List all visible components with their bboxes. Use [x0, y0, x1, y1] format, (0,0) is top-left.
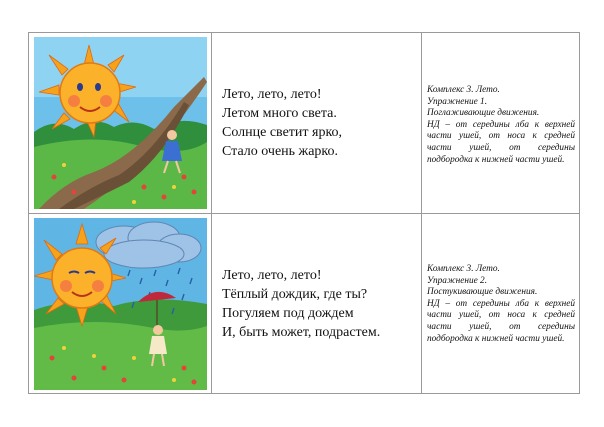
- exercise-note: [427, 264, 575, 345]
- poem-cell: [212, 214, 422, 394]
- poem-text: [222, 266, 380, 342]
- exercise-number: Упражнение 2.: [427, 275, 488, 286]
- movement-direction: НД – от середины лба к верхней части ушей, от носа к средней части ушей, от середины подбородка к нижней части ушей.: [427, 119, 575, 165]
- exercise-note: [427, 85, 575, 166]
- table-row: [29, 214, 579, 394]
- sun-and-rain-image: [34, 218, 207, 390]
- poem-line: Тёплый дождик, где ты?: [222, 287, 368, 302]
- poem-cell: [212, 33, 422, 213]
- summer-rain-illustration: [34, 218, 207, 390]
- poem-line: Лето, лето, лето!: [222, 87, 322, 102]
- exercise-table: [28, 32, 580, 394]
- movement-type: Постукивающие движения.: [427, 287, 538, 298]
- exercise-note-cell: [422, 33, 579, 213]
- poem-line: Летом много света.: [222, 106, 337, 121]
- poem-line: Солнце светит ярко,: [222, 125, 343, 140]
- complex-title: Комплекс 3. Лето.: [427, 264, 500, 274]
- poem-line: И, быть может, подрастем.: [222, 325, 381, 340]
- movement-direction: НД – от середины лба к верхней части ушей, от носа к средней части ушей, от середины подбородка к нижней части ушей.: [427, 298, 575, 344]
- illustration-cell: [29, 33, 212, 213]
- poem-line: Погуляем под дождем: [222, 306, 354, 321]
- poem-text: [222, 85, 342, 161]
- sun-on-hill-image: [34, 37, 207, 209]
- complex-title: Комплекс 3. Лето.: [427, 85, 500, 95]
- poem-line: Лето, лето, лето!: [222, 268, 322, 283]
- summer-sun-illustration: [34, 37, 207, 209]
- illustration-cell: [29, 214, 212, 394]
- table-row: [29, 33, 579, 214]
- exercise-note-cell: [422, 214, 579, 394]
- movement-type: Поглаживающие движения.: [427, 108, 540, 119]
- exercise-number: Упражнение 1.: [427, 96, 488, 107]
- poem-line: Стало очень жарко.: [222, 144, 339, 159]
